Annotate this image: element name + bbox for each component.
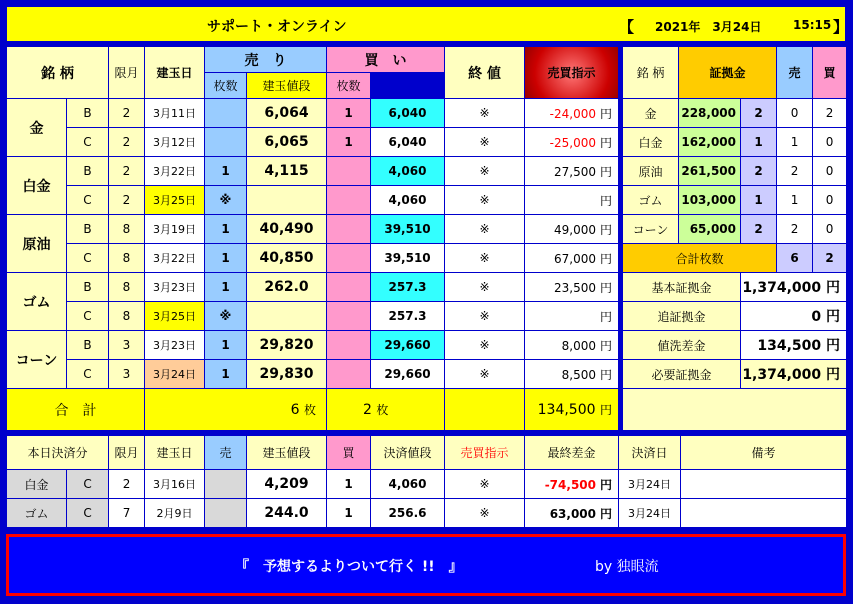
close-price: 39,510 — [371, 244, 445, 273]
settled-sdate: 3月24日 — [619, 499, 681, 528]
col-sell-count: 枚数 — [205, 73, 247, 99]
limit-month: 8 — [109, 302, 145, 331]
sell-count: 1 — [205, 360, 247, 389]
settled-close: 256.6 — [371, 499, 445, 528]
commodity-name: 金 — [7, 99, 67, 157]
margin-amount: 103,000 — [679, 186, 741, 215]
mark-diff-unit: 円 — [599, 367, 612, 382]
buy-count: 1 — [327, 128, 371, 157]
settled-diff — [525, 470, 619, 499]
settled-name: 白金 — [7, 470, 67, 499]
buy-count — [327, 273, 371, 302]
order-mark: ※ — [445, 186, 525, 215]
close-price: 4,060 — [371, 157, 445, 186]
margin-name: 白金 — [623, 128, 679, 157]
margin-net: 2 — [741, 157, 777, 186]
settled-buy: 1 — [327, 470, 371, 499]
margin-col-buy: 買 — [813, 47, 847, 99]
col-order: 売買指示 — [525, 47, 619, 99]
close-price: 4,060 — [371, 186, 445, 215]
mark-diff-unit: 円 — [599, 338, 612, 353]
positions-table — [6, 46, 619, 431]
mark-diff-unit: 円 — [599, 135, 612, 150]
margin-buy: 2 — [813, 99, 847, 128]
mark-diff — [525, 186, 619, 215]
settled-row — [7, 470, 847, 499]
margin-col-sell: 売 — [777, 47, 813, 99]
limit-month: 2 — [109, 186, 145, 215]
margin-amount: 162,000 — [679, 128, 741, 157]
margin-summary-row — [623, 331, 847, 360]
bracket-right: 】 — [833, 18, 849, 36]
contract-code: C — [67, 186, 109, 215]
sell-count: ※ — [205, 302, 247, 331]
margin-table — [622, 46, 847, 431]
total-buy-unit: 枚 — [376, 403, 389, 417]
margin-row — [623, 128, 847, 157]
buy-count — [327, 331, 371, 360]
position-date: 3月23日 — [145, 273, 205, 302]
limit-month: 8 — [109, 244, 145, 273]
settled-sell — [205, 470, 247, 499]
margin-row — [623, 215, 847, 244]
settled-diff-value: -74,500 — [544, 477, 596, 492]
entry-price: 6,064 — [247, 99, 327, 128]
mark-diff — [525, 273, 619, 302]
mark-diff — [525, 360, 619, 389]
total-buy — [327, 389, 445, 431]
col-name: 銘 柄 — [7, 47, 109, 99]
mark-diff-value: 67,000 — [553, 251, 596, 266]
settled-diff — [525, 499, 619, 528]
settled-col-title: 本日決済分 — [7, 436, 109, 470]
buy-count — [327, 186, 371, 215]
order-mark: ※ — [445, 273, 525, 302]
margin-col-margin: 証拠金 — [679, 47, 777, 99]
settled-col-close: 決済値段 — [371, 436, 445, 470]
summary-label: 基本証拠金 — [623, 273, 741, 302]
order-mark: ※ — [445, 157, 525, 186]
contract-code: C — [67, 128, 109, 157]
summary-value — [741, 273, 847, 302]
mark-diff-value: 23,500 — [553, 280, 596, 295]
total-diff-unit: 円 — [599, 403, 612, 417]
margin-buy: 0 — [813, 186, 847, 215]
margin-total-label: 合計枚数 — [623, 244, 777, 273]
total-blank — [445, 389, 525, 431]
mark-diff-unit: 円 — [599, 309, 612, 324]
summary-unit: 円 — [826, 367, 841, 383]
settled-close: 4,060 — [371, 470, 445, 499]
buy-count: 1 — [327, 99, 371, 128]
position-date: 3月23日 — [145, 331, 205, 360]
summary-amount: 134,500 — [757, 338, 822, 354]
sell-count — [205, 128, 247, 157]
contract-code: C — [67, 360, 109, 389]
close-price: 257.3 — [371, 273, 445, 302]
mark-diff-unit: 円 — [599, 222, 612, 237]
margin-row — [623, 99, 847, 128]
settled-price: 4,209 — [247, 470, 327, 499]
margin-summary-row — [623, 302, 847, 331]
entry-price: 29,830 — [247, 360, 327, 389]
settled-name: ゴム — [7, 499, 67, 528]
summary-value — [741, 360, 847, 389]
commodity-name: 原油 — [7, 215, 67, 273]
position-date: 3月22日 — [145, 157, 205, 186]
position-row — [7, 360, 619, 389]
commodity-name: ゴム — [7, 273, 67, 331]
settled-date: 3月16日 — [145, 470, 205, 499]
settled-col-sell: 売 — [205, 436, 247, 470]
contract-code: C — [67, 244, 109, 273]
close-price: 6,040 — [371, 99, 445, 128]
position-date: 3月19日 — [145, 215, 205, 244]
margin-row — [623, 186, 847, 215]
settled-col-note: 備考 — [681, 436, 847, 470]
close-price: 39,510 — [371, 215, 445, 244]
settled-col-price: 建玉値段 — [247, 436, 327, 470]
settled-order: ※ — [445, 470, 525, 499]
margin-total-buy: 2 — [813, 244, 847, 273]
contract-code: C — [67, 302, 109, 331]
app-title: サポート・オンライン — [207, 19, 347, 35]
order-mark: ※ — [445, 244, 525, 273]
settled-limit: 7 — [109, 499, 145, 528]
summary-label: 必要証拠金 — [623, 360, 741, 389]
settled-col-diff: 最終差金 — [525, 436, 619, 470]
commodity-name: 白金 — [7, 157, 67, 215]
margin-name: 原油 — [623, 157, 679, 186]
quote-banner — [6, 534, 846, 596]
buy-count — [327, 244, 371, 273]
summary-unit: 円 — [826, 338, 841, 354]
settled-col-date: 建玉日 — [145, 436, 205, 470]
margin-empty-row — [623, 389, 847, 431]
mark-diff-value: -25,000 — [549, 135, 596, 150]
col-buy-count: 枚数 — [327, 73, 371, 99]
total-diff-value: 134,500 — [537, 402, 596, 418]
position-date: 3月12日 — [145, 128, 205, 157]
sell-count: 1 — [205, 157, 247, 186]
summary-unit: 円 — [826, 309, 841, 325]
margin-col-name: 銘 柄 — [623, 47, 679, 99]
position-date: 3月24日 — [145, 360, 205, 389]
contract-code: B — [67, 331, 109, 360]
buy-count — [327, 157, 371, 186]
header-date: 2021年 3月24日 — [655, 20, 762, 34]
contract-code: B — [67, 273, 109, 302]
margin-amount: 65,000 — [679, 215, 741, 244]
settled-diff-value: 63,000 — [549, 506, 596, 521]
summary-amount: 1,374,000 — [742, 280, 822, 296]
settled-diff-unit: 円 — [600, 506, 613, 521]
limit-month: 2 — [109, 99, 145, 128]
total-row — [7, 389, 619, 431]
sell-count: 1 — [205, 331, 247, 360]
limit-month: 8 — [109, 273, 145, 302]
order-mark: ※ — [445, 302, 525, 331]
position-row — [7, 215, 619, 244]
summary-value — [741, 302, 847, 331]
entry-price: 40,490 — [247, 215, 327, 244]
settled-sell — [205, 499, 247, 528]
sell-count: 1 — [205, 215, 247, 244]
margin-total-sell: 6 — [777, 244, 813, 273]
mark-diff-unit: 円 — [599, 164, 612, 179]
margin-net: 1 — [741, 186, 777, 215]
limit-month: 2 — [109, 128, 145, 157]
total-sell-value: 6 — [290, 402, 300, 418]
col-price: 建玉値段 — [247, 73, 327, 99]
sell-count: 1 — [205, 244, 247, 273]
sell-count: ※ — [205, 186, 247, 215]
mark-diff-value: 49,000 — [553, 222, 596, 237]
summary-label: 値洗差金 — [623, 331, 741, 360]
settled-col-sdate: 決済日 — [619, 436, 681, 470]
entry-price — [247, 302, 327, 331]
limit-month: 3 — [109, 360, 145, 389]
margin-name: コーン — [623, 215, 679, 244]
margin-sell: 2 — [777, 215, 813, 244]
header-bar — [6, 6, 849, 42]
settled-date: 2月9日 — [145, 499, 205, 528]
settled-sdate: 3月24日 — [619, 470, 681, 499]
margin-total-row — [623, 244, 847, 273]
entry-price: 40,850 — [247, 244, 327, 273]
total-sell-unit: 枚 — [303, 403, 316, 417]
summary-amount: 0 — [811, 309, 822, 325]
commodity-name: コーン — [7, 331, 67, 389]
mark-diff — [525, 99, 619, 128]
banner-quote: 『 予想するよりついて行く !! 』 — [235, 559, 463, 575]
position-row — [7, 186, 619, 215]
margin-net: 1 — [741, 128, 777, 157]
mark-diff-value: 8,000 — [561, 338, 596, 353]
settled-code: C — [67, 499, 109, 528]
total-buy-value: 2 — [363, 402, 372, 418]
position-row — [7, 331, 619, 360]
close-price: 29,660 — [371, 331, 445, 360]
settled-note — [681, 470, 847, 499]
mark-diff — [525, 157, 619, 186]
entry-price: 29,820 — [247, 331, 327, 360]
col-date: 建玉日 — [145, 47, 205, 99]
margin-row — [623, 157, 847, 186]
entry-price: 4,115 — [247, 157, 327, 186]
summary-label: 追証拠金 — [623, 302, 741, 331]
buy-count — [327, 215, 371, 244]
margin-name: 金 — [623, 99, 679, 128]
total-diff — [525, 389, 619, 431]
margin-buy: 0 — [813, 157, 847, 186]
mark-diff-value: 27,500 — [553, 164, 596, 179]
settled-row — [7, 499, 847, 528]
margin-amount: 261,500 — [679, 157, 741, 186]
mark-diff-unit: 円 — [599, 193, 612, 208]
position-row — [7, 244, 619, 273]
mark-diff — [525, 215, 619, 244]
settled-note — [681, 499, 847, 528]
header-time: 15:15 — [793, 18, 832, 32]
mark-diff-unit: 円 — [599, 280, 612, 295]
settled-buy: 1 — [327, 499, 371, 528]
settled-price: 244.0 — [247, 499, 327, 528]
position-date: 3月25日 — [145, 302, 205, 331]
position-row — [7, 157, 619, 186]
entry-price — [247, 186, 327, 215]
contract-code: B — [67, 157, 109, 186]
settled-code: C — [67, 470, 109, 499]
mark-diff — [525, 331, 619, 360]
total-sell — [145, 389, 327, 431]
settled-diff-unit: 円 — [600, 477, 613, 492]
col-sell: 売 り — [205, 47, 327, 73]
bracket-left: 【 — [619, 18, 635, 36]
margin-buy: 0 — [813, 215, 847, 244]
settled-col-limit: 限月 — [109, 436, 145, 470]
margin-net: 2 — [741, 99, 777, 128]
margin-sell: 0 — [777, 99, 813, 128]
margin-buy: 0 — [813, 128, 847, 157]
limit-month: 2 — [109, 157, 145, 186]
entry-price: 6,065 — [247, 128, 327, 157]
entry-price: 262.0 — [247, 273, 327, 302]
total-label: 合 計 — [7, 389, 145, 431]
settled-col-order: 売買指示 — [445, 436, 525, 470]
mark-diff-value: -24,000 — [549, 106, 596, 121]
order-mark: ※ — [445, 215, 525, 244]
banner-author: by 独眼流 — [595, 559, 659, 575]
margin-empty — [623, 389, 847, 431]
limit-month: 8 — [109, 215, 145, 244]
limit-month: 3 — [109, 331, 145, 360]
margin-summary-row — [623, 360, 847, 389]
order-mark: ※ — [445, 128, 525, 157]
summary-value — [741, 331, 847, 360]
position-date: 3月22日 — [145, 244, 205, 273]
margin-summary-row — [623, 273, 847, 302]
summary-amount: 1,374,000 — [742, 367, 822, 383]
close-price: 29,660 — [371, 360, 445, 389]
position-row — [7, 128, 619, 157]
close-price: 6,040 — [371, 128, 445, 157]
settled-col-buy: 買 — [327, 436, 371, 470]
position-row — [7, 273, 619, 302]
margin-sell: 1 — [777, 186, 813, 215]
margin-net: 2 — [741, 215, 777, 244]
margin-sell: 1 — [777, 128, 813, 157]
col-close: 終 値 — [445, 47, 525, 99]
mark-diff — [525, 128, 619, 157]
summary-unit: 円 — [826, 280, 841, 296]
margin-name: ゴム — [623, 186, 679, 215]
position-date: 3月25日 — [145, 186, 205, 215]
contract-code: B — [67, 215, 109, 244]
settled-order: ※ — [445, 499, 525, 528]
position-date: 3月11日 — [145, 99, 205, 128]
close-price: 257.3 — [371, 302, 445, 331]
order-mark: ※ — [445, 331, 525, 360]
mark-diff-value: 8,500 — [561, 367, 596, 382]
col-buy: 買 い — [327, 47, 445, 73]
position-row — [7, 99, 619, 128]
mark-diff — [525, 244, 619, 273]
sell-count — [205, 99, 247, 128]
settled-limit: 2 — [109, 470, 145, 499]
buy-count — [327, 302, 371, 331]
order-mark: ※ — [445, 99, 525, 128]
settled-table — [6, 435, 847, 528]
margin-sell: 2 — [777, 157, 813, 186]
buy-count — [327, 360, 371, 389]
col-limit: 限月 — [109, 47, 145, 99]
order-mark: ※ — [445, 360, 525, 389]
mark-diff-unit: 円 — [599, 251, 612, 266]
position-row — [7, 302, 619, 331]
margin-amount: 228,000 — [679, 99, 741, 128]
mark-diff — [525, 302, 619, 331]
contract-code: B — [67, 99, 109, 128]
sell-count: 1 — [205, 273, 247, 302]
mark-diff-unit: 円 — [599, 106, 612, 121]
